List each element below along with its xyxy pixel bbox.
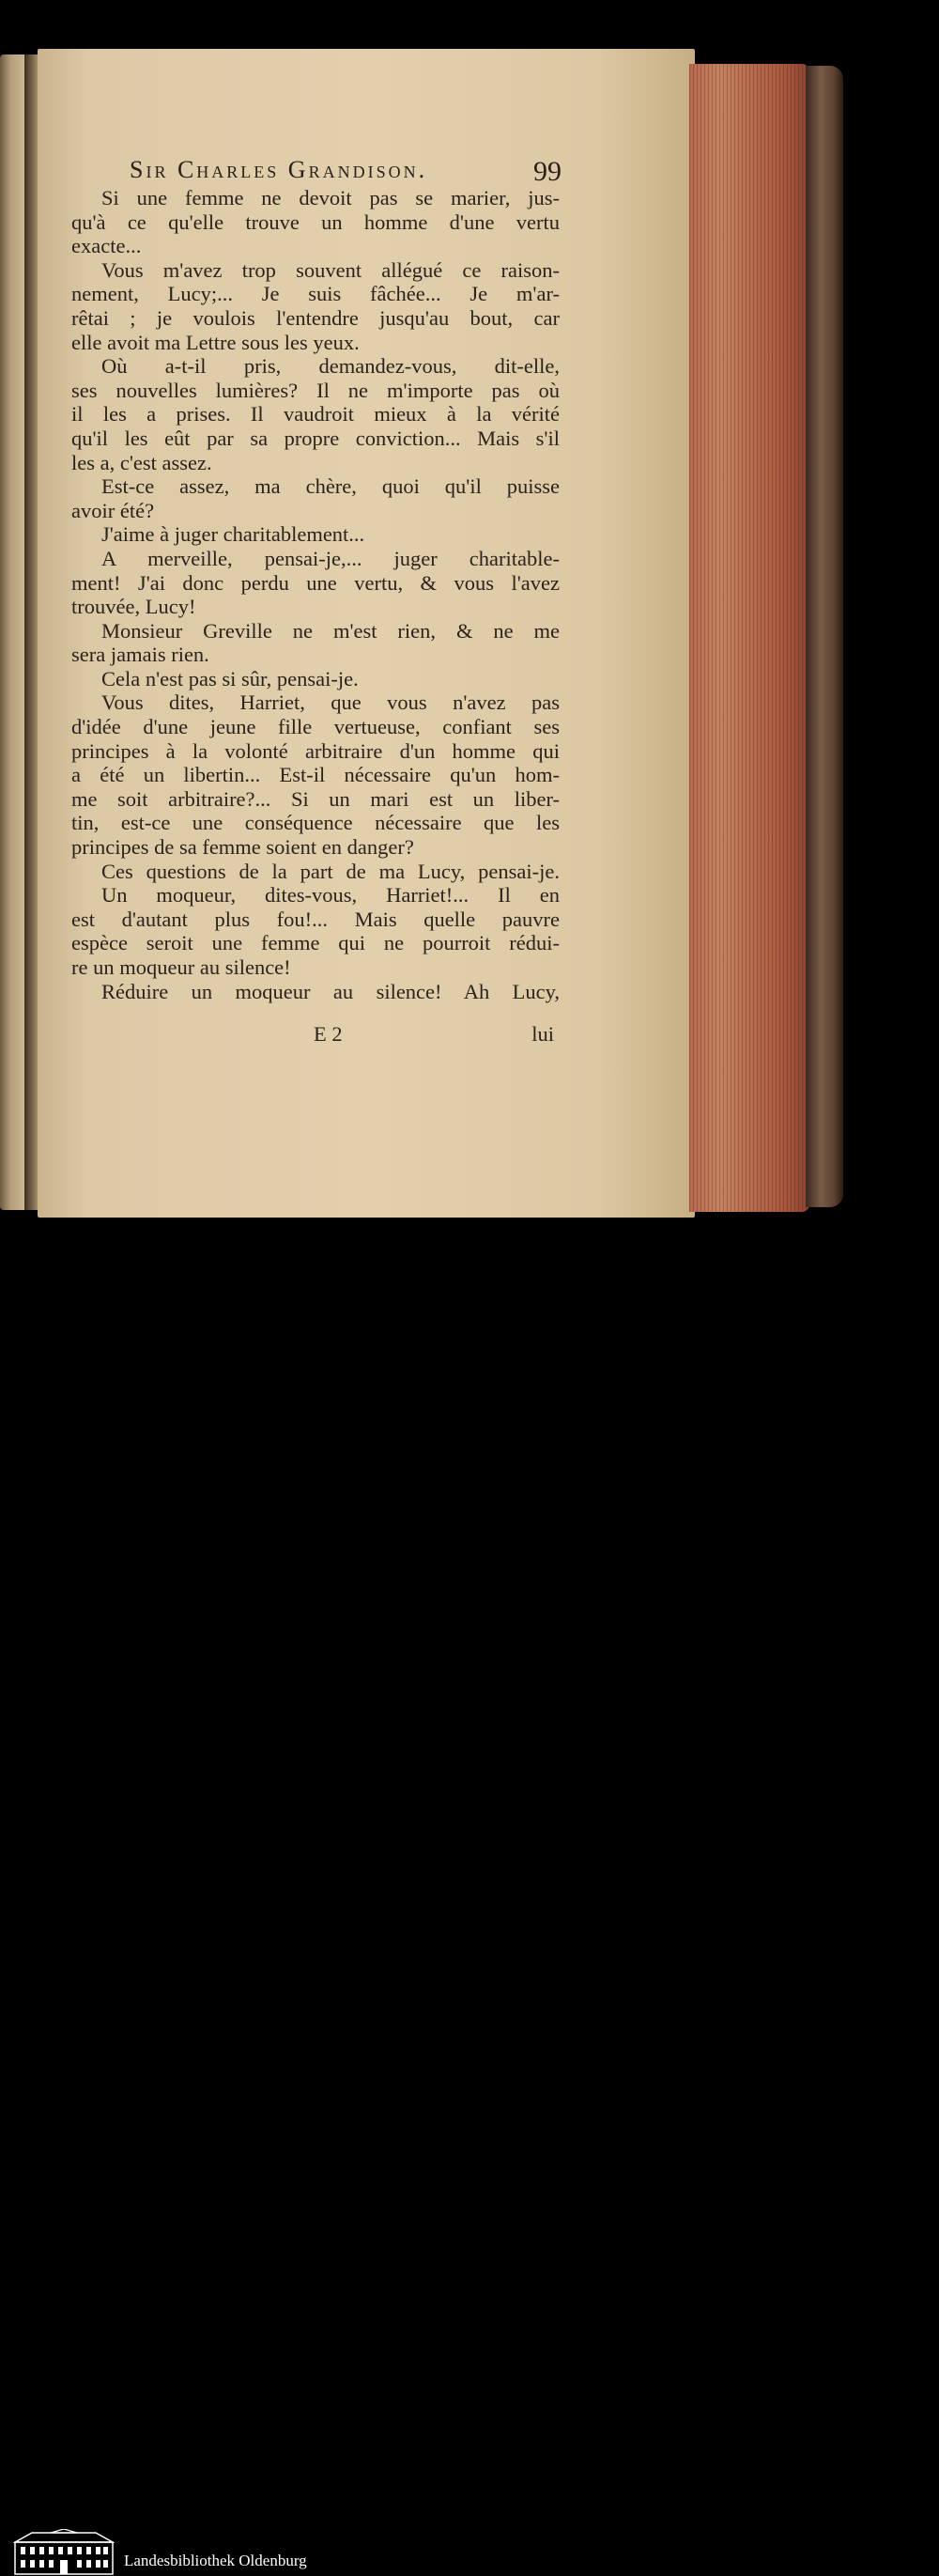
book-scan (0, 0, 939, 1259)
text-line: Un moqueur, dites-vous, Harriet!... Il en (101, 883, 560, 908)
text-line: Est-ce assez, ma chère, quoi qu'il puisse (101, 474, 560, 499)
text-line: exacte... (71, 234, 142, 258)
left-page-edge (0, 54, 26, 1210)
library-building-icon (13, 2529, 115, 2576)
text-line: qu'il les eût par sa propre conviction... Mais s'il (71, 426, 560, 450)
page-fore-edge (689, 64, 809, 1212)
text-line: d'idée d'une jeune fille vertueuse, confiant ses (71, 715, 560, 739)
text-line: Où a-t-il pris, demandez-vous, dit-elle, (101, 354, 560, 379)
text-line: A merveille, pensai-je,... juger charitable- (101, 546, 560, 570)
text-line: les a, c'est assez. (71, 450, 212, 474)
text-line: est d'autant plus fou!... Mais quelle pauvre (71, 907, 560, 931)
text-line: principes à la volonté arbitraire d'un homme qui (71, 738, 560, 763)
text-line: Vous dites, Harriet, que vous n'avez pas (101, 691, 560, 715)
running-title: Sir Charles Grandison. (130, 156, 428, 183)
text-line: a été un libertin... Est-il nécessaire qu'un hom- (71, 763, 560, 787)
text-line: qu'à ce qu'elle trouve un homme d'une vertu (71, 209, 560, 234)
text-line: avoir été? (71, 498, 155, 522)
text-line: il les a prises. Il vaudroit mieux à la vérité (71, 402, 560, 427)
page-body-text (71, 186, 560, 1003)
book-cover-edge (806, 66, 843, 1207)
text-line: ses nouvelles lumières? Il ne m'importe pas où (71, 378, 560, 402)
text-line: Ces questions de la part de ma Lucy, pensai-je. (101, 859, 560, 883)
text-line: Si une femme ne devoit pas se marier, jus- (101, 186, 560, 209)
text-line: re un moqueur au silence! (71, 955, 291, 979)
text-line: J'aime à juger charitablement... (101, 522, 365, 547)
text-line: sera jamais rien. (71, 643, 209, 667)
text-line: ment! J'ai donc perdu une vertu, & vous l'avez (71, 570, 560, 595)
page-footer (71, 1022, 560, 1050)
text-line: principes de sa femme soient en danger? (71, 835, 414, 860)
text-line: Monsieur Greville ne m'est rien, & ne me (101, 618, 560, 643)
text-line: rêtai ; je voulois l'entendre jusqu'au bout, car (71, 305, 560, 330)
text-line: Vous m'avez trop souvent allégué ce raison- (101, 257, 560, 282)
text-line: nement, Lucy;... Je suis fâchée... Je m'ar- (71, 282, 560, 306)
text-line: elle avoit ma Lettre sous les yeux. (71, 330, 360, 354)
library-name: Landesbibliothek Oldenburg (124, 2552, 307, 2569)
text-line: Cela n'est pas si sûr, pensai-je. (101, 666, 359, 691)
catchword: lui (531, 1022, 554, 1046)
library-banner (0, 1259, 939, 2569)
text-line: espèce seroit une femme qui ne pourroit rédui- (71, 931, 560, 955)
signature-mark: E 2 (314, 1022, 343, 1046)
text-line: Réduire un moqueur au silence! Ah Lucy, (101, 979, 560, 1003)
text-line: tin, est-ce une conséquence nécessaire que les (71, 811, 560, 835)
text-line: trouvée, Lucy! (71, 595, 196, 619)
page-number: 99 (533, 156, 562, 187)
text-line: me soit arbitraire?... Si un mari est un liber- (71, 786, 560, 811)
